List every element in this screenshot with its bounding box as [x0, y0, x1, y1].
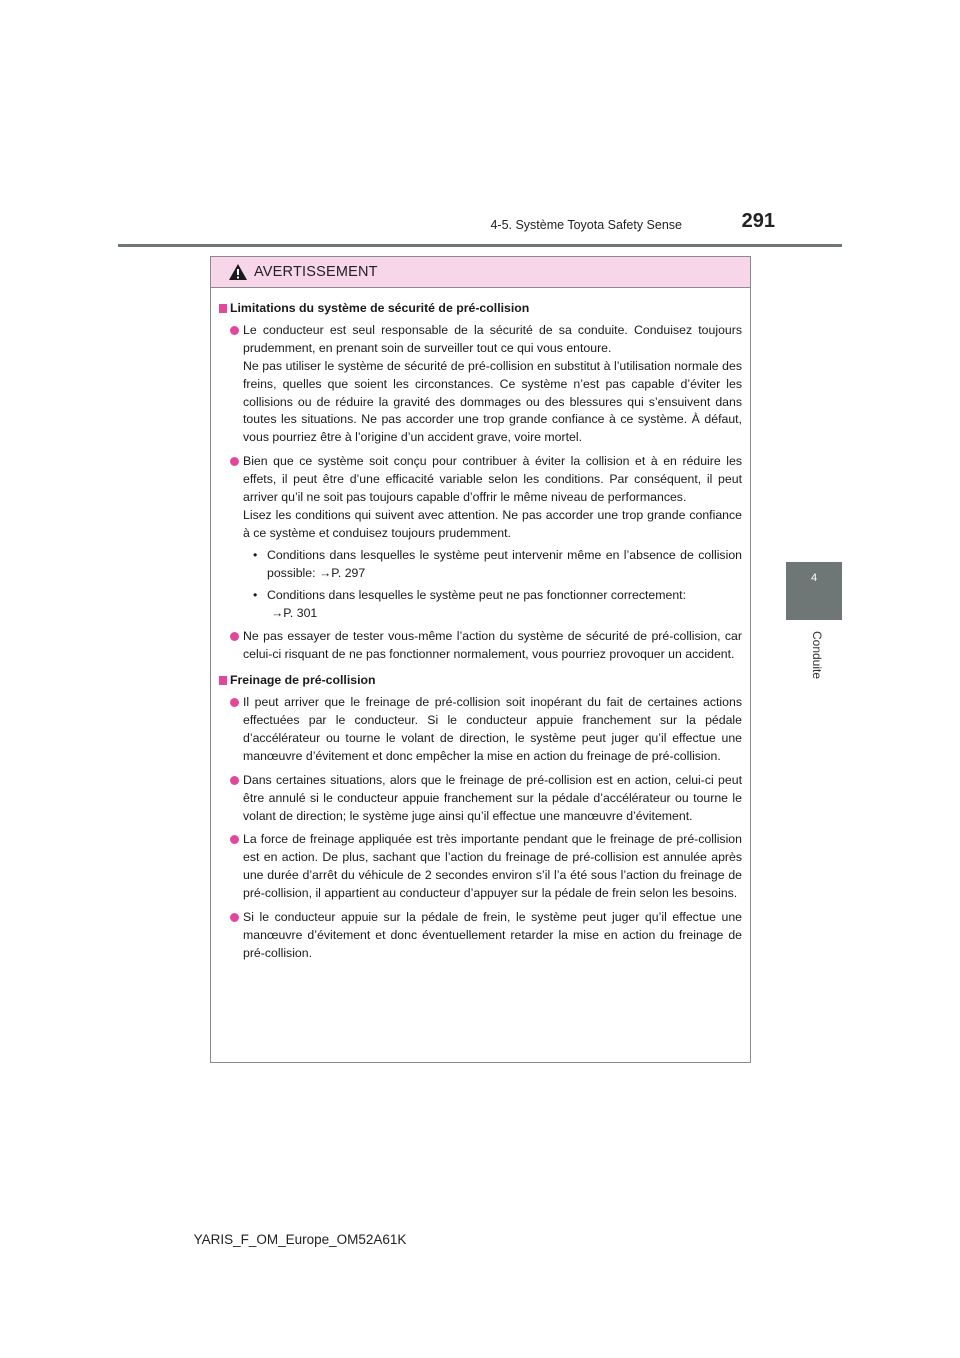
- warning-content: [211, 288, 750, 963]
- bullet-paragraph: Il peut arriver que le freinage de pré-collision soit inopérant du fait de certaines actions effectuées par le conducteur. Si le conducteur appuie franchement sur la pédale d’accélérateur ou tourne le volant de direction, le système peut juger qu’il effectue une manœuvre d’évitement et donc empêcher la mise en action du freinage de pré-collision.: [243, 695, 742, 763]
- section-title: Freinage de pré-collision: [219, 672, 742, 690]
- bullet-item: [219, 694, 742, 766]
- bullet-item: [219, 831, 742, 903]
- bullet-paragraph: Dans certaines situations, alors que le freinage de pré-collision est en action, celui-ci peut être annulé si le conducteur appuie franchement sur la pédale d’accélérateur ou tourne le volant de direction; le système juge ainsi qu’il effectue une manœuvre d’évitement.: [243, 772, 742, 823]
- warning-triangle-icon: [228, 263, 248, 281]
- page-reference-link[interactable]: →P. 297: [318, 565, 366, 580]
- bullet-item: [219, 772, 742, 826]
- warning-title: AVERTISSEMENT: [254, 264, 378, 280]
- bullet-paragraph: La force de freinage appliquée est très importante pendant que le freinage de pré-collision est en action. De plus, sachant que l’action du freinage de pré-collision est annulée après une durée d’arrêt du véhicule de 2 secondes environ s’il l’a été sous l’action du freinage de pré-collision, il appartient au conducteur d’appuyer sur la pédale de frein selon les besoins.: [243, 832, 742, 901]
- page-number: 291: [741, 210, 775, 232]
- bullet-paragraph: Le conducteur est seul responsable de la sécurité de sa conduite. Conduisez toujours prudemment, en prenant soin de surveiller tout ce qui vous entoure.: [243, 322, 742, 355]
- page-reference-link[interactable]: →P. 301: [271, 605, 318, 620]
- bullet-item: [219, 909, 742, 963]
- document-code: YARIS_F_OM_Europe_OM52A61K: [193, 1232, 407, 1247]
- bullet-item: [219, 453, 742, 622]
- bullet-paragraph: Bien que ce système soit conçu pour contribuer à éviter la collision et à en réduire les effets, il peut être d’une efficacité variable selon les conditions. Par conséquent, il peut arriver qu’il ne soit pas toujours capable d’offrir le même niveau de performances.: [243, 454, 742, 505]
- bullet-paragraph: Lisez les conditions qui suivent avec attention. Ne pas accorder une trop grande confiance à ce système et conduisez toujours prudemment.: [243, 507, 742, 540]
- sub-item: [243, 547, 742, 583]
- header-divider: [118, 244, 842, 247]
- bullet-item: [219, 628, 742, 664]
- sub-item-text: Conditions dans lesquelles le système peut intervenir même en l’absence de collision possible:: [267, 547, 742, 580]
- bullet-paragraph: Ne pas essayer de tester vous-même l’action du système de sécurité de pré-collision, car celui-ci risquant de ne pas fonctionner normalement, vous pourriez provoquer un accident.: [243, 629, 742, 662]
- warning-box: [210, 256, 751, 1063]
- sub-item-text: Conditions dans lesquelles le système peut ne pas fonctionner correctement:: [267, 587, 687, 602]
- sub-item: [243, 587, 742, 623]
- chapter-tab: 4: [786, 562, 842, 620]
- chapter-label-text: Conduite: [809, 630, 824, 680]
- bullet-paragraph: Ne pas utiliser le système de sécurité de pré-collision en substitut à l’utilisation normale des freins, quelles que soient les circonstances. Ce système n’est pas capable d’éviter les collisions ou de réduire la gravité des dommages ou des blessures qui s’ensuivent dans toutes les situations. Ne pas accorder une trop grande confiance à ce système. À défaut, vous pourriez être à l’origine d’un accident grave, voire mortel.: [243, 358, 742, 445]
- bullet-paragraph: Si le conducteur appuie sur la pédale de frein, le système peut juger qu’il effectue une manœuvre d’évitement et donc éventuellement retarder la mise en action du freinage de pré-collision.: [243, 910, 742, 960]
- chapter-label: [772, 610, 862, 700]
- warning-header: [211, 257, 750, 288]
- section-title: Limitations du système de sécurité de pré-collision: [219, 300, 742, 318]
- bullet-item: [219, 322, 742, 447]
- section-heading: 4-5. Système Toyota Safety Sense: [490, 218, 682, 232]
